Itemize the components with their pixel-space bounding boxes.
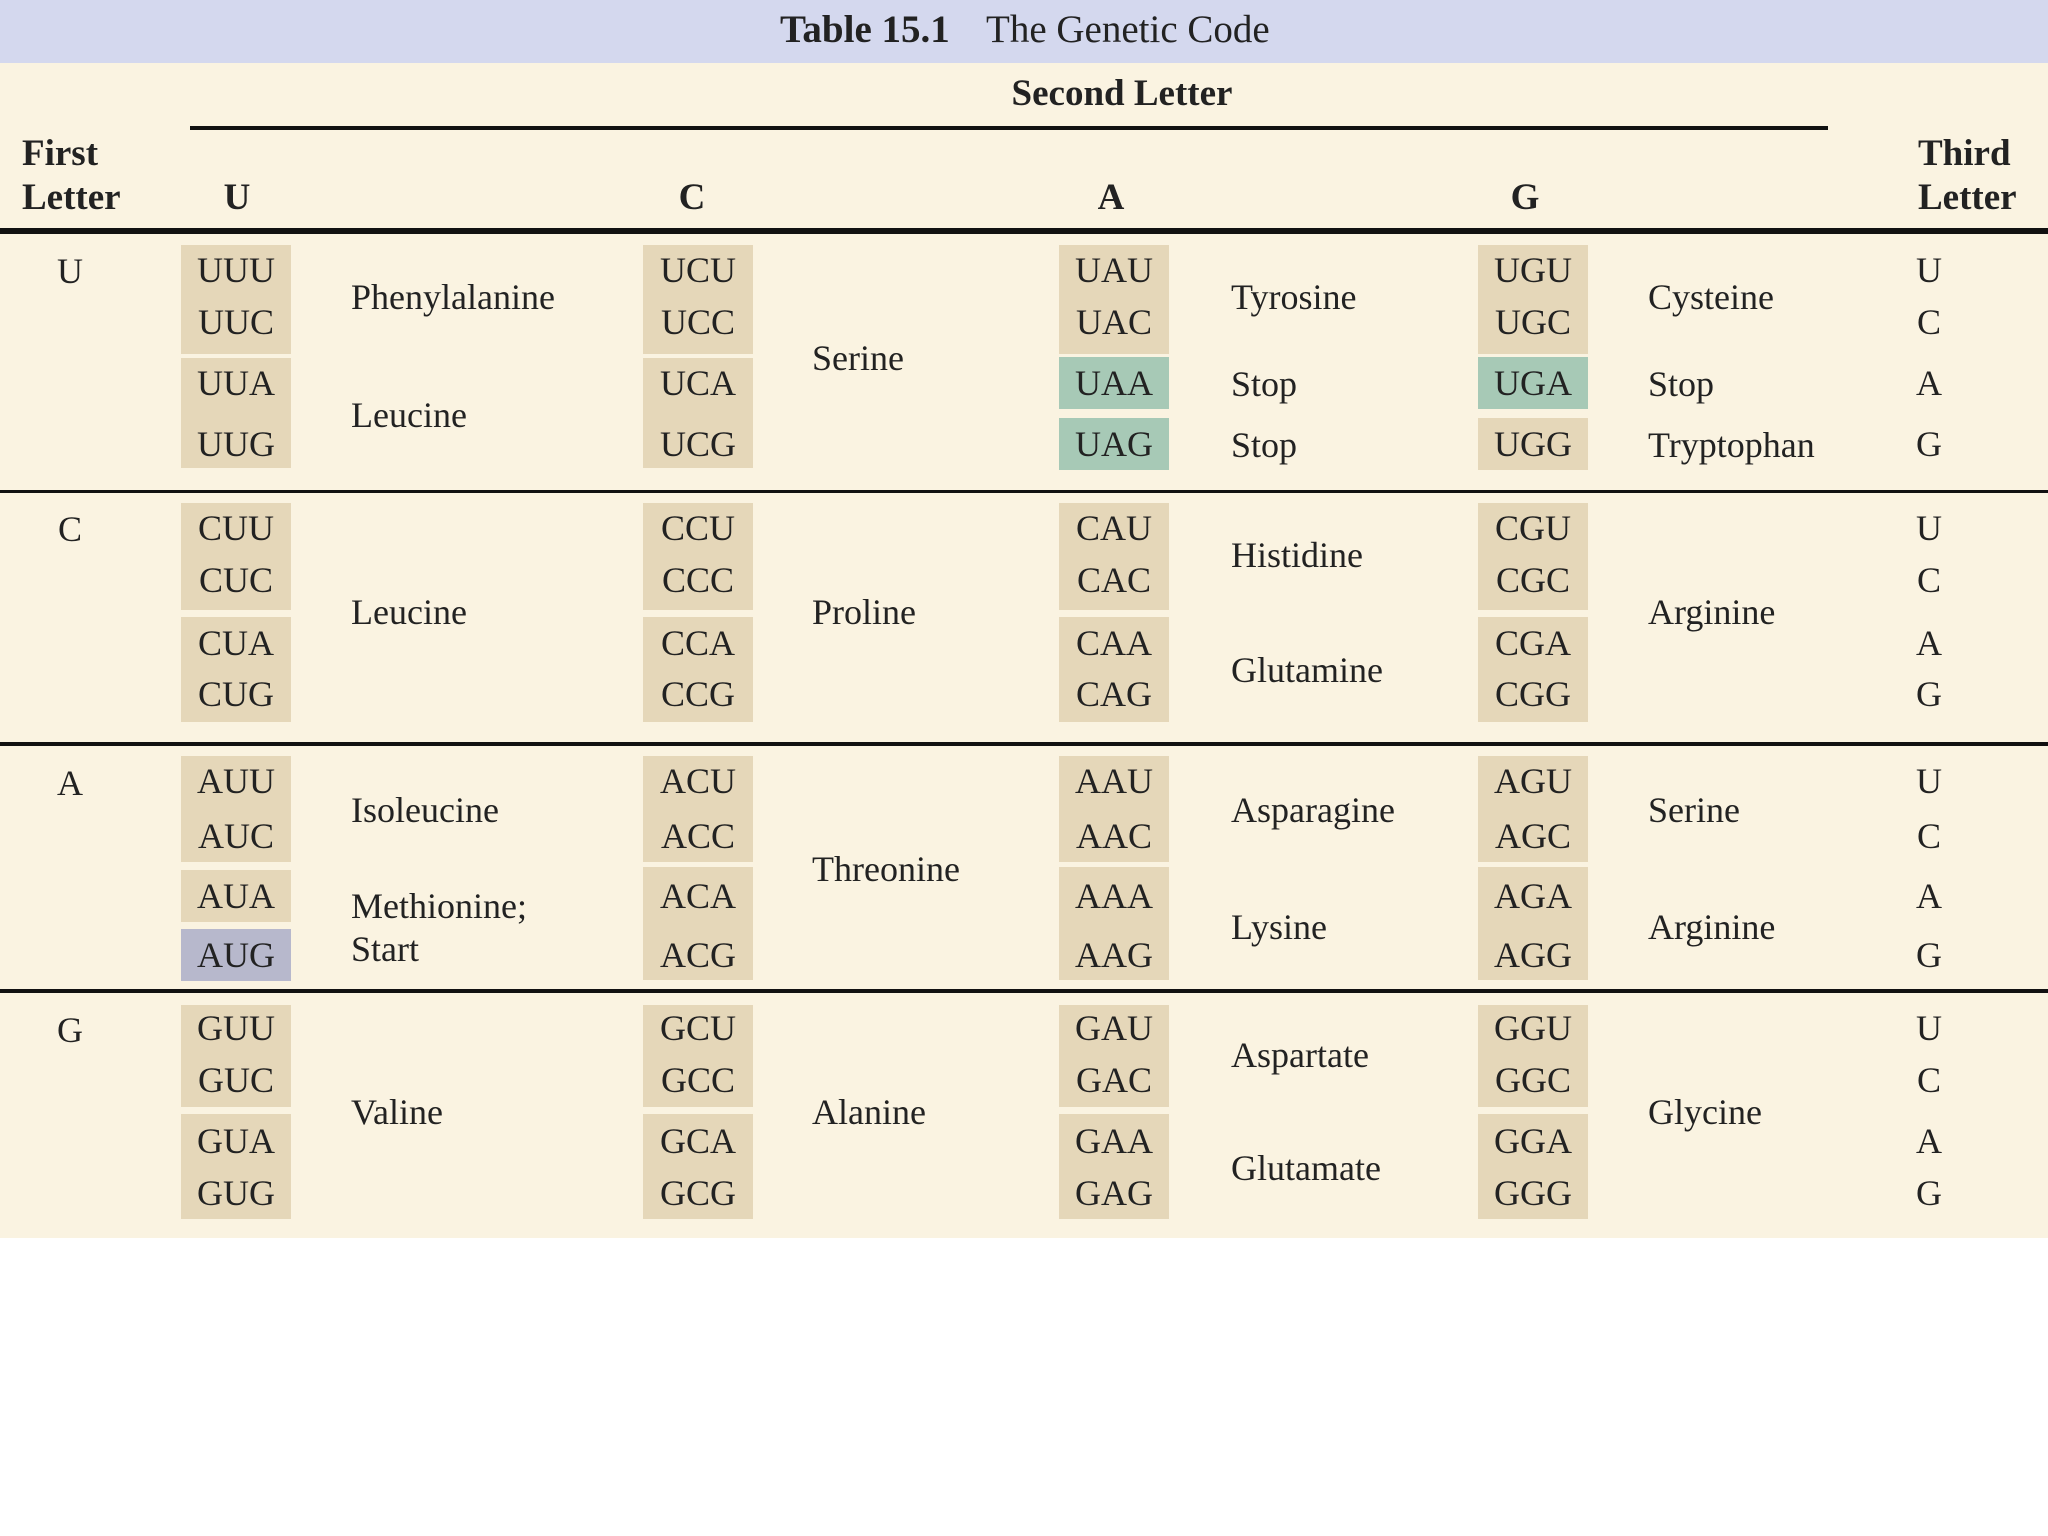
first-letter-header-line: Letter: [22, 177, 121, 218]
codon-cga: CGA: [1494, 623, 1571, 663]
amino-acid-label: Methionine;: [351, 885, 527, 926]
title-bar: [0, 0, 2048, 63]
codon-cau: CAU: [1075, 508, 1152, 548]
amino-acid-label: Histidine: [1231, 535, 1363, 575]
column-header-a: A: [1097, 177, 1125, 218]
third-letter-header-line: Third: [1918, 133, 2011, 174]
codon-cag: CAG: [1075, 674, 1152, 714]
codon-ucc: UCC: [660, 302, 736, 342]
row-divider: [0, 490, 2048, 493]
codon-ccc: CCC: [661, 560, 735, 600]
amino-acid-label: Tryptophan: [1648, 425, 1815, 465]
codon-aua: AUA: [197, 876, 275, 916]
codon-ggu: GGU: [1494, 1008, 1572, 1048]
amino-acid-label: Proline: [812, 592, 916, 632]
third-letter: G: [1916, 674, 1942, 714]
codon-gca: GCA: [659, 1121, 736, 1161]
second-letter-header: Second Letter: [1011, 73, 1233, 114]
second-letter-underline: [190, 126, 1828, 130]
amino-acid-label: Aspartate: [1231, 1035, 1369, 1075]
header-rule: [0, 228, 2048, 234]
third-letter: U: [1916, 250, 1942, 290]
third-letter: G: [1916, 1173, 1942, 1213]
codon-cuu: CUU: [197, 508, 274, 548]
first-letter-a: A: [57, 763, 83, 803]
third-letter: A: [1916, 623, 1942, 663]
third-letter: U: [1916, 508, 1942, 548]
codon-guu: GUU: [197, 1008, 275, 1048]
codon-uaa: UAA: [1075, 363, 1153, 403]
column-header-c: C: [678, 177, 706, 218]
codon-agg: AGG: [1494, 935, 1572, 975]
amino-acid-label: Start: [351, 928, 419, 969]
amino-acid-label: Stop: [1648, 364, 1715, 404]
third-letter: C: [1916, 816, 1941, 856]
table-title: The Genetic Code: [986, 8, 1270, 51]
codon-gcc: GCC: [660, 1060, 736, 1100]
amino-acid-label: Cysteine: [1648, 277, 1774, 317]
amino-acid-label: Isoleucine: [351, 789, 499, 830]
codon-ggg: GGG: [1494, 1173, 1572, 1213]
column-header-u: U: [223, 177, 251, 218]
codon-auc: AUC: [197, 816, 274, 856]
amino-acid-label: Arginine: [1648, 592, 1776, 632]
third-letter: G: [1916, 424, 1942, 464]
codon-auu: AUU: [197, 761, 275, 801]
codon-guc: GUC: [197, 1060, 274, 1100]
codon-gau: GAU: [1075, 1008, 1153, 1048]
row-divider: [0, 742, 2048, 746]
table-number: Table 15.1: [780, 8, 950, 51]
amino-acid-label: Leucine: [351, 592, 467, 632]
codon-aaa: AAA: [1075, 876, 1153, 916]
codon-caa: CAA: [1075, 623, 1152, 663]
third-letter: A: [1916, 1121, 1942, 1161]
codon-ccg: CCG: [660, 674, 736, 714]
third-letter-header-line: Letter: [1918, 177, 2017, 218]
codon-agu: AGU: [1494, 761, 1572, 801]
amino-acid-label: Arginine: [1648, 906, 1776, 947]
codon-gcg: GCG: [659, 1173, 736, 1213]
third-letter: A: [1916, 363, 1942, 403]
codon-aac: AAC: [1075, 816, 1152, 856]
amino-acid-label: Glycine: [1648, 1091, 1762, 1132]
first-letter-c: C: [57, 509, 82, 549]
amino-acid-label: Glutamate: [1231, 1148, 1381, 1188]
codon-ggc: GGC: [1494, 1060, 1571, 1100]
codon-uca: UCA: [659, 363, 736, 403]
codon-uua: UUA: [197, 363, 275, 403]
codon-uuc: UUC: [197, 302, 274, 342]
codon-uau: UAU: [1075, 250, 1153, 290]
codon-cua: CUA: [197, 623, 274, 663]
codon-ugu: UGU: [1494, 250, 1572, 290]
first-letter-header-line: First: [22, 133, 99, 174]
codon-acu: ACU: [659, 761, 736, 801]
first-letter-g: G: [57, 1010, 83, 1050]
amino-acid-label: Tyrosine: [1231, 277, 1357, 317]
row-divider: [0, 989, 2048, 993]
amino-acid-label: Phenylalanine: [351, 277, 555, 317]
codon-aug: AUG: [197, 935, 275, 975]
codon-gga: GGA: [1494, 1121, 1572, 1161]
codon-uac: UAC: [1075, 302, 1152, 342]
codon-uag: UAG: [1075, 424, 1153, 464]
third-letter: A: [1916, 876, 1942, 916]
third-letter: U: [1916, 761, 1942, 801]
codon-uug: UUG: [197, 424, 275, 464]
codon-gaa: GAA: [1075, 1121, 1153, 1161]
amino-acid-label: Stop: [1231, 364, 1298, 404]
third-letter: C: [1916, 1060, 1941, 1100]
codon-aag: AAG: [1075, 935, 1153, 975]
amino-acid-label: Asparagine: [1231, 789, 1395, 830]
column-header-g: G: [1510, 177, 1540, 218]
codon-gac: GAC: [1075, 1060, 1152, 1100]
codon-gug: GUG: [197, 1173, 275, 1213]
codon-ucu: UCU: [659, 250, 736, 290]
amino-acid-label: Alanine: [812, 1091, 926, 1132]
amino-acid-label: Serine: [812, 338, 904, 378]
codon-acg: ACG: [659, 935, 736, 975]
codon-cac: CAC: [1076, 560, 1152, 600]
amino-acid-label: Lysine: [1231, 906, 1327, 947]
codon-gcu: GCU: [659, 1008, 736, 1048]
codon-ccu: CCU: [660, 508, 736, 548]
codon-cuc: CUC: [198, 560, 274, 600]
codon-gag: GAG: [1075, 1173, 1153, 1213]
third-letter: C: [1916, 302, 1941, 342]
codon-uga: UGA: [1494, 363, 1572, 403]
codon-cug: CUG: [197, 674, 274, 714]
codon-cca: CCA: [660, 623, 736, 663]
genetic-code-table: [0, 63, 2048, 1238]
codon-gua: GUA: [197, 1121, 275, 1161]
codon-ugg: UGG: [1494, 424, 1572, 464]
codon-aga: AGA: [1494, 876, 1572, 916]
amino-acid-label: Stop: [1231, 425, 1298, 465]
third-letter: C: [1916, 560, 1941, 600]
codon-cgg: CGG: [1494, 674, 1571, 714]
amino-acid-label: Serine: [1648, 789, 1740, 830]
amino-acid-label: Glutamine: [1231, 649, 1383, 690]
amino-acid-label: Valine: [351, 1091, 443, 1132]
codon-cgu: CGU: [1494, 508, 1571, 548]
codon-ugc: UGC: [1494, 302, 1571, 342]
codon-aau: AAU: [1075, 761, 1153, 801]
codon-acc: ACC: [660, 816, 736, 856]
codon-uuu: UUU: [197, 250, 275, 290]
third-letter: U: [1916, 1008, 1942, 1048]
codon-aca: ACA: [659, 876, 736, 916]
first-letter-u: U: [57, 251, 83, 291]
codon-ucg: UCG: [659, 424, 736, 464]
amino-acid-label: Leucine: [351, 394, 467, 435]
amino-acid-label: Threonine: [812, 849, 960, 889]
codon-cgc: CGC: [1495, 560, 1571, 600]
third-letter: G: [1916, 935, 1942, 975]
codon-agc: AGC: [1494, 816, 1571, 856]
